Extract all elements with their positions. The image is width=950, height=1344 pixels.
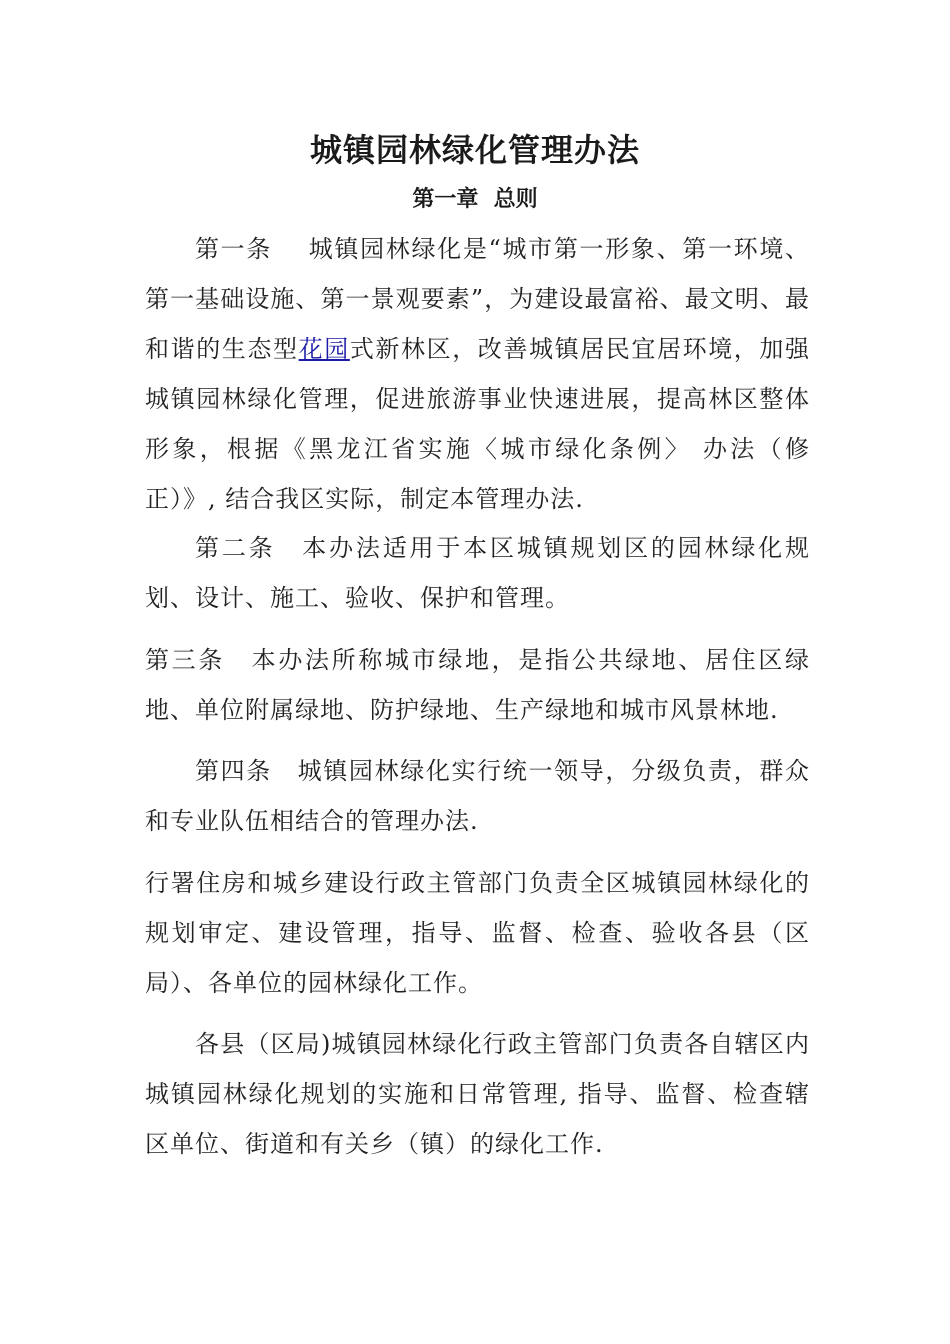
chapter-heading: 第一章 总则 [412, 187, 538, 212]
article-1-text-continued: 式新林区，改善城镇居民宜居环境，加强城镇园林绿化管理，促进旅游事业快速进展，提高林区整体形象，根据《黑龙江省实施〈城市绿化条例〉 办法（修正）》, 结合我区实际，制定本管理办法. [145, 335, 811, 513]
garden-link[interactable]: 花园 [298, 335, 350, 363]
article-2: 第二条 本办法适用于本区城镇规划区的园林绿化规划、设计、施工、验收、保护和管理。 [145, 534, 810, 612]
article-4: 第四条 城镇园林绿化实行统一领导，分级负责，群众和专业队伍相结合的管理办法. [145, 757, 810, 835]
article-1-text: 城镇园林绿化是“城市第一形象、第一环境、第一基础设施、第一景观要素”，为建设最富裕、最文明、最和谐的生态型 [145, 235, 810, 363]
article-1-number: 第一条 [195, 235, 273, 263]
article-4-paragraph-3: 各县（区局)城镇园林绿化行政主管部门负责各自辖区内城镇园林绿化规划的实施和日常管理, 指导、监督、检查辖区单位、街道和有关乡（镇）的绿化工作. [145, 1030, 810, 1158]
document-title: 城镇园林绿化管理办法 [309, 131, 640, 169]
article-4-paragraph-2: 行署住房和城乡建设行政主管部门负责全区城镇园林绿化的规划审定、建设管理，指导、监督、检查、验收各县（区局）、各单位的园林绿化工作。 [145, 869, 810, 997]
article-1 [145, 224, 810, 524]
article-3: 第三条 本办法所称城市绿地，是指公共绿地、居住区绿地、单位附属绿地、防护绿地、生产绿地和城市风景林地. [145, 646, 810, 724]
